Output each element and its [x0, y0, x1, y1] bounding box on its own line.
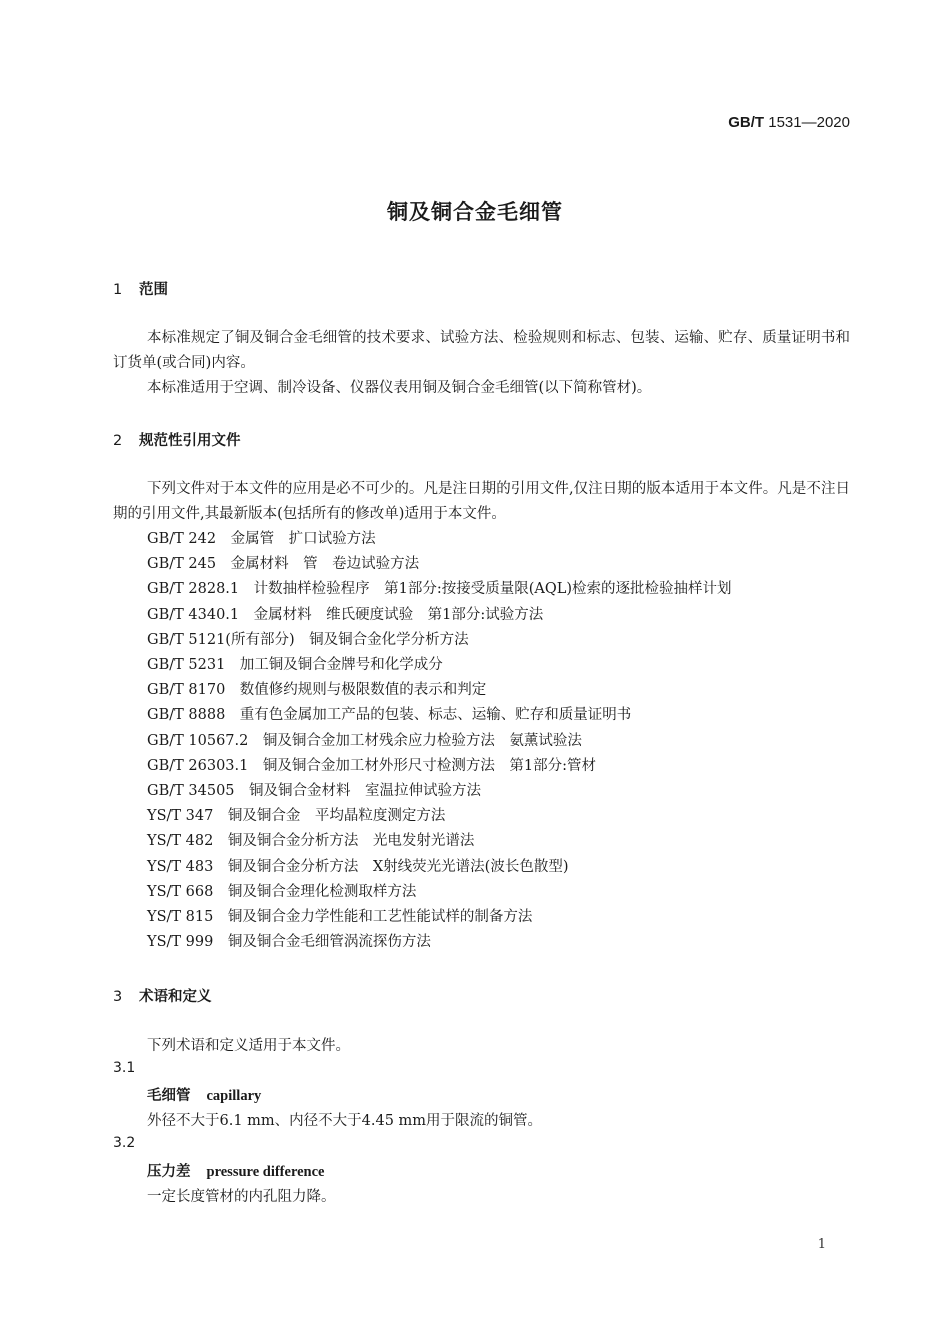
- standard-prefix: GB/T: [728, 114, 765, 131]
- reference-item: GB/T 34505 铜及铜合金材料 室温拉伸试验方法: [147, 783, 482, 800]
- section-1-heading: [113, 278, 168, 299]
- section-2-intro: 下列文件对于本文件的应用是必不可少的。凡是注日期的引用文件,仅注日期的版本适用于本文件。凡是不注日期的引用文件,其最新版本(包括所有的修改单)适用于本文件。: [113, 481, 850, 522]
- reference-item: GB/T 8170 数值修约规则与极限数值的表示和判定: [147, 682, 487, 699]
- reference-item: GB/T 242 金属管 扩口试验方法: [147, 531, 376, 547]
- reference-item: GB/T 5121(所有部分) 铜及铜合金化学分析方法: [147, 631, 469, 648]
- section-number: 1: [113, 282, 123, 298]
- term-entry: [147, 1160, 325, 1181]
- section-2-heading: [113, 429, 241, 450]
- reference-item: GB/T 245 金属材料 管 卷边试验方法: [147, 556, 420, 573]
- term-chinese: 毛细管: [147, 1088, 191, 1104]
- section-title: 规范性引用文件: [139, 433, 241, 449]
- term-number: 3.1: [113, 1060, 136, 1076]
- reference-item: YS/T 482 铜及铜合金分析方法 光电发射光谱法: [147, 833, 475, 850]
- reference-item: YS/T 483 铜及铜合金分析方法 X射线荧光光谱法(波长色散型): [147, 858, 569, 875]
- term-english: capillary: [206, 1088, 262, 1104]
- term-definition: 一定长度管材的内孔阻力降。: [147, 1189, 336, 1205]
- section-3-intro: 下列术语和定义适用于本文件。: [147, 1038, 350, 1054]
- reference-list: [147, 527, 732, 955]
- section-number: 3: [113, 989, 123, 1005]
- term-definition: 外径不大于6.1 mm、内径不大于4.45 mm用于限流的铜管。: [147, 1113, 543, 1129]
- term-entry: [147, 1084, 261, 1105]
- reference-item: YS/T 347 铜及铜合金 平均晶粒度测定方法: [147, 808, 446, 825]
- section-1-paragraph-2: 本标准适用于空调、制冷设备、仪器仪表用铜及铜合金毛细管(以下简称管材)。: [147, 380, 652, 396]
- section-1-paragraph-1: 本标准规定了铜及铜合金毛细管的技术要求、试验方法、检验规则和标志、包装、运输、贮存、质量证明书和订货单(或合同)内容。: [113, 330, 850, 371]
- standard-code: 1531—2020: [768, 114, 850, 131]
- section-title: 范围: [139, 282, 168, 298]
- reference-item: GB/T 2828.1 计数抽样检验程序 第1部分:按接受质量限(AQL)检索的逐批检验抽样计划: [147, 581, 732, 598]
- reference-item: GB/T 5231 加工铜及铜合金牌号和化学成分: [147, 657, 443, 674]
- standard-number: [728, 114, 850, 131]
- section-number: 2: [113, 433, 123, 449]
- section-3-heading: [113, 985, 212, 1006]
- page-number: 1: [817, 1237, 826, 1252]
- reference-item: GB/T 8888 重有色金属加工产品的包装、标志、运输、贮存和质量证明书: [147, 707, 632, 724]
- reference-item: YS/T 999 铜及铜合金毛细管涡流探伤方法: [147, 934, 431, 951]
- term-english: pressure difference: [206, 1164, 325, 1180]
- reference-item: GB/T 10567.2 铜及铜合金加工材残余应力检验方法 氨薰试验法: [147, 732, 582, 749]
- reference-item: YS/T 668 铜及铜合金理化检测取样方法: [147, 883, 417, 900]
- reference-item: YS/T 815 铜及铜合金力学性能和工艺性能试样的制备方法: [147, 909, 533, 926]
- reference-item: GB/T 4340.1 金属材料 维氏硬度试验 第1部分:试验方法: [147, 606, 544, 623]
- term-chinese: 压力差: [147, 1164, 191, 1180]
- reference-item: GB/T 26303.1 铜及铜合金加工材外形尺寸检测方法 第1部分:管材: [147, 757, 596, 774]
- term-number: 3.2: [113, 1135, 136, 1151]
- section-title: 术语和定义: [139, 989, 212, 1005]
- document-title: 铜及铜合金毛细管: [387, 200, 563, 224]
